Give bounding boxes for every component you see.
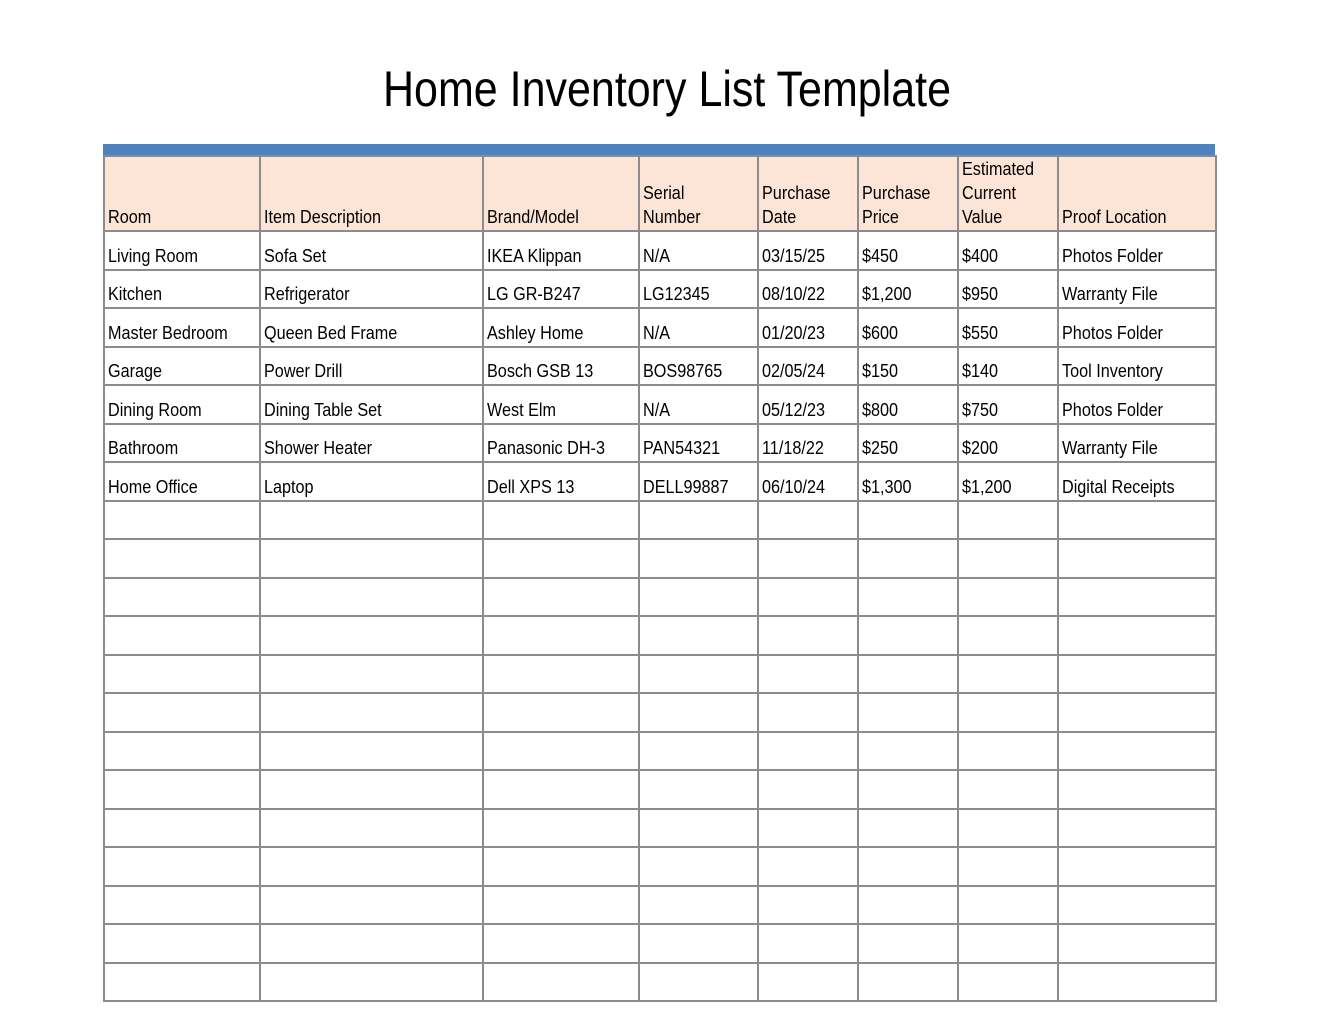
table-row	[104, 924, 1216, 963]
table-cell[interactable]	[1058, 924, 1216, 963]
table-cell[interactable]	[858, 847, 958, 886]
table-cell[interactable]	[758, 693, 858, 732]
table-cell[interactable]	[858, 655, 958, 694]
table-row	[104, 539, 1216, 578]
table-cell[interactable]	[958, 308, 1058, 347]
table-cell[interactable]	[958, 847, 1058, 886]
cell-text: $750	[962, 399, 999, 420]
table-cell[interactable]	[758, 847, 858, 886]
table-cell[interactable]	[639, 539, 758, 578]
table-cell[interactable]	[639, 501, 758, 540]
table-row	[104, 732, 1216, 771]
column-header-label	[862, 181, 930, 229]
table-cell[interactable]	[958, 578, 1058, 617]
table-cell[interactable]	[260, 231, 483, 270]
table-cell[interactable]	[483, 963, 639, 1002]
cell-text: 03/15/25	[762, 245, 826, 266]
table-cell[interactable]	[483, 770, 639, 809]
table-cell[interactable]	[260, 886, 483, 925]
table-cell[interactable]	[758, 963, 858, 1002]
cell-text: Warranty File	[1062, 284, 1158, 304]
table-cell[interactable]	[639, 578, 758, 617]
cell-text: West Elm	[487, 399, 557, 420]
table-cell[interactable]	[639, 924, 758, 963]
table-cell[interactable]	[483, 693, 639, 732]
table-row	[104, 847, 1216, 886]
column-header	[958, 156, 1058, 231]
cell-text: Photos Folder	[1062, 245, 1163, 266]
table-cell[interactable]	[958, 231, 1058, 270]
table-cell[interactable]	[1058, 270, 1216, 309]
table-cell[interactable]	[483, 270, 639, 309]
table-cell[interactable]	[1058, 847, 1216, 886]
cell-text: Sofa Set	[264, 245, 327, 266]
cell-text: LG12345	[643, 284, 710, 304]
cell-text: Dell XPS 13	[487, 476, 575, 497]
cell-text: $1,300	[862, 476, 912, 497]
table-cell[interactable]	[104, 462, 260, 501]
table-cell[interactable]	[1058, 732, 1216, 771]
table-cell[interactable]	[104, 693, 260, 732]
column-header-label	[762, 181, 830, 229]
table-cell[interactable]	[260, 347, 483, 386]
table-cell[interactable]	[858, 886, 958, 925]
table-cell[interactable]	[639, 655, 758, 694]
table-cell[interactable]	[1058, 424, 1216, 463]
table-cell[interactable]	[858, 770, 958, 809]
table-cell[interactable]	[260, 655, 483, 694]
table-cell[interactable]	[958, 616, 1058, 655]
table-cell[interactable]	[958, 270, 1058, 309]
cell-text: $550	[962, 322, 999, 343]
table-row	[104, 462, 1216, 501]
table-cell[interactable]	[104, 270, 260, 309]
cell-text: Garage	[108, 361, 163, 381]
column-header-label	[643, 181, 701, 229]
table-cell[interactable]	[639, 616, 758, 655]
cell-text: $950	[962, 284, 999, 304]
cell-text: Warranty File	[1062, 438, 1158, 458]
table-cell[interactable]	[639, 886, 758, 925]
table-cell[interactable]	[958, 655, 1058, 694]
table-cell[interactable]	[260, 847, 483, 886]
table-cell[interactable]	[1058, 501, 1216, 540]
column-header-line: Item Description	[264, 207, 382, 227]
table-cell[interactable]	[260, 501, 483, 540]
cell-text: Living Room	[108, 245, 199, 266]
table-cell[interactable]	[260, 924, 483, 963]
cell-text: 05/12/23	[762, 399, 826, 420]
table-cell[interactable]	[639, 847, 758, 886]
table-cell[interactable]	[858, 924, 958, 963]
table-cell[interactable]	[858, 616, 958, 655]
cell-text: Master Bedroom	[108, 322, 228, 343]
table-cell[interactable]	[104, 385, 260, 424]
table-cell[interactable]	[958, 462, 1058, 501]
cell-text: BOS98765	[643, 361, 723, 381]
table-cell[interactable]	[758, 308, 858, 347]
table-cell[interactable]	[483, 347, 639, 386]
table-cell[interactable]	[483, 462, 639, 501]
table-cell[interactable]	[858, 347, 958, 386]
cell-text: Panasonic DH-3	[487, 438, 605, 458]
table-cell[interactable]	[483, 231, 639, 270]
column-header	[104, 156, 260, 231]
table-cell[interactable]	[958, 347, 1058, 386]
table-cell[interactable]	[104, 963, 260, 1002]
cell-text: N/A	[643, 245, 671, 266]
table-cell[interactable]	[639, 347, 758, 386]
table-cell[interactable]	[104, 308, 260, 347]
table-cell[interactable]	[858, 539, 958, 578]
table-cell[interactable]	[483, 809, 639, 848]
cell-text: N/A	[643, 322, 671, 343]
cell-text: Photos Folder	[1062, 322, 1163, 343]
inventory-table	[103, 155, 1217, 1002]
table-cell[interactable]	[758, 616, 858, 655]
table-row	[104, 886, 1216, 925]
column-header	[260, 156, 483, 231]
table-cell[interactable]	[260, 539, 483, 578]
table-cell[interactable]	[483, 886, 639, 925]
table-cell[interactable]	[639, 424, 758, 463]
table-cell[interactable]	[260, 963, 483, 1002]
cell-text: Ashley Home	[487, 322, 584, 343]
table-row	[104, 424, 1216, 463]
table-row	[104, 693, 1216, 732]
cell-text: Bosch GSB 13	[487, 361, 594, 381]
table-cell[interactable]	[104, 347, 260, 386]
cell-text: $200	[962, 438, 999, 458]
table-row	[104, 616, 1216, 655]
table-cell[interactable]	[260, 385, 483, 424]
cell-text: $800	[862, 399, 899, 420]
table-cell[interactable]	[758, 924, 858, 963]
table-cell[interactable]	[104, 886, 260, 925]
table-row	[104, 655, 1216, 694]
table-row	[104, 385, 1216, 424]
table-cell[interactable]	[958, 963, 1058, 1002]
table-row	[104, 270, 1216, 309]
table-cell[interactable]	[483, 924, 639, 963]
table-cell[interactable]	[639, 809, 758, 848]
table-cell[interactable]	[639, 270, 758, 309]
table-cell[interactable]	[758, 501, 858, 540]
cell-text: 02/05/24	[762, 361, 826, 381]
cell-text: $1,200	[962, 476, 1012, 497]
column-header-line: Proof Location	[1062, 207, 1167, 227]
column-header	[639, 156, 758, 231]
table-cell[interactable]	[260, 424, 483, 463]
cell-text: Refrigerator	[264, 284, 350, 304]
table-row	[104, 501, 1216, 540]
table-cell[interactable]	[260, 616, 483, 655]
table-row	[104, 963, 1216, 1002]
column-header-label	[962, 157, 1034, 229]
table-cell[interactable]	[858, 308, 958, 347]
cell-text: N/A	[643, 399, 671, 420]
table-cell[interactable]	[758, 578, 858, 617]
column-header-label	[487, 205, 579, 229]
table-cell[interactable]	[858, 732, 958, 771]
page-title-text: Home Inventory List Template	[382, 61, 952, 117]
cell-text: $1,200	[862, 284, 912, 304]
cell-text: Kitchen	[108, 284, 163, 304]
table-cell[interactable]	[958, 809, 1058, 848]
table-cell[interactable]	[104, 847, 260, 886]
cell-text: Photos Folder	[1062, 399, 1163, 420]
table-cell[interactable]	[758, 809, 858, 848]
column-header-line: Room	[108, 207, 152, 227]
table-cell[interactable]	[958, 385, 1058, 424]
table-body	[104, 231, 1216, 1001]
table-cell[interactable]	[858, 693, 958, 732]
table-cell[interactable]	[104, 809, 260, 848]
table-cell[interactable]	[260, 809, 483, 848]
table-cell[interactable]	[104, 501, 260, 540]
column-header-line: Purchase	[862, 183, 931, 203]
table-cell[interactable]	[958, 886, 1058, 925]
table-row	[104, 578, 1216, 617]
table-cell[interactable]	[758, 655, 858, 694]
column-header-line: Value	[962, 207, 1003, 227]
table-cell[interactable]	[758, 424, 858, 463]
table-cell[interactable]	[958, 539, 1058, 578]
column-header-line: Serial	[643, 183, 685, 203]
table-row	[104, 231, 1216, 270]
table-cell[interactable]	[1058, 539, 1216, 578]
cell-text: DELL99887	[643, 476, 729, 497]
table-cell[interactable]	[639, 308, 758, 347]
cell-text: Dining Table Set	[264, 399, 382, 420]
table-cell[interactable]	[1058, 886, 1216, 925]
table-cell[interactable]	[1058, 462, 1216, 501]
column-header-label	[1062, 205, 1166, 229]
column-header	[1058, 156, 1216, 231]
table-cell[interactable]	[483, 578, 639, 617]
cell-text: Home Office	[108, 476, 198, 497]
cell-text: $140	[962, 361, 999, 381]
table-cell[interactable]	[958, 501, 1058, 540]
cell-text: Queen Bed Frame	[264, 322, 398, 343]
table-cell[interactable]	[483, 616, 639, 655]
table-cell[interactable]	[1058, 231, 1216, 270]
cell-text: IKEA Klippan	[487, 245, 582, 266]
cell-text: 08/10/22	[762, 284, 826, 304]
column-header	[758, 156, 858, 231]
table-header-row	[104, 156, 1216, 231]
table-cell[interactable]	[104, 770, 260, 809]
cell-text: PAN54321	[643, 438, 721, 458]
table-cell[interactable]	[858, 385, 958, 424]
table-cell[interactable]	[104, 424, 260, 463]
cell-text: Shower Heater	[264, 438, 373, 458]
table-cell[interactable]	[483, 539, 639, 578]
column-header	[483, 156, 639, 231]
column-header-line: Price	[862, 207, 899, 227]
cell-text: Digital Receipts	[1062, 476, 1175, 497]
column-header-line: Number	[643, 207, 701, 227]
table-cell[interactable]	[858, 501, 958, 540]
table-cell[interactable]	[858, 963, 958, 1002]
table-cell[interactable]	[260, 693, 483, 732]
table-cell[interactable]	[758, 886, 858, 925]
cell-text: Tool Inventory	[1062, 361, 1163, 381]
table-cell[interactable]	[104, 924, 260, 963]
table-cell[interactable]	[483, 501, 639, 540]
table-cell[interactable]	[639, 231, 758, 270]
table-cell[interactable]	[858, 231, 958, 270]
cell-text: $400	[962, 245, 999, 266]
table-cell[interactable]	[858, 578, 958, 617]
column-header-line: Purchase	[762, 183, 831, 203]
table-row	[104, 809, 1216, 848]
column-header	[858, 156, 958, 231]
table-cell[interactable]	[260, 578, 483, 617]
table-cell[interactable]	[260, 270, 483, 309]
table-cell[interactable]	[958, 732, 1058, 771]
table-cell[interactable]	[260, 732, 483, 771]
table-cell[interactable]	[483, 847, 639, 886]
table-cell[interactable]	[958, 693, 1058, 732]
column-header-line: Date	[762, 207, 797, 227]
table-accent-bar	[103, 144, 1215, 155]
table-cell[interactable]	[483, 308, 639, 347]
column-header-line: Brand/Model	[487, 207, 579, 227]
table-cell[interactable]	[758, 270, 858, 309]
cell-text: $150	[862, 361, 899, 381]
table-cell[interactable]	[1058, 347, 1216, 386]
table-cell[interactable]	[1058, 578, 1216, 617]
cell-text: LG GR-B247	[487, 284, 581, 304]
table-cell[interactable]	[1058, 770, 1216, 809]
table-cell[interactable]	[483, 385, 639, 424]
cell-text: 06/10/24	[762, 476, 826, 497]
column-header-label	[108, 205, 151, 229]
table-row	[104, 347, 1216, 386]
table-cell[interactable]	[1058, 809, 1216, 848]
table-cell[interactable]	[260, 770, 483, 809]
column-header-label	[264, 205, 381, 229]
table-cell[interactable]	[858, 809, 958, 848]
table-cell[interactable]	[104, 616, 260, 655]
page-title	[99, 52, 1234, 126]
table-cell[interactable]	[260, 462, 483, 501]
table-cell[interactable]	[104, 231, 260, 270]
column-header-line: Estimated	[962, 159, 1035, 179]
table-cell[interactable]	[958, 924, 1058, 963]
table-cell[interactable]	[104, 539, 260, 578]
cell-text: Laptop	[264, 476, 314, 497]
cell-text: $600	[862, 322, 899, 343]
column-header-line: Current	[962, 183, 1017, 203]
table-cell[interactable]	[1058, 655, 1216, 694]
table-cell[interactable]	[483, 655, 639, 694]
table-cell[interactable]	[858, 424, 958, 463]
cell-text: $250	[862, 438, 899, 458]
table-cell[interactable]	[104, 578, 260, 617]
table-cell[interactable]	[1058, 385, 1216, 424]
table-cell[interactable]	[104, 732, 260, 771]
table-row	[104, 770, 1216, 809]
table-cell[interactable]	[260, 308, 483, 347]
table-cell[interactable]	[1058, 616, 1216, 655]
table-cell[interactable]	[639, 770, 758, 809]
table-cell[interactable]	[639, 385, 758, 424]
table-cell[interactable]	[758, 770, 858, 809]
table-cell[interactable]	[758, 385, 858, 424]
table-cell[interactable]	[758, 347, 858, 386]
table-cell[interactable]	[639, 693, 758, 732]
table-cell[interactable]	[758, 462, 858, 501]
cell-text: Dining Room	[108, 399, 202, 420]
table-cell[interactable]	[958, 424, 1058, 463]
cell-text: Power Drill	[264, 361, 343, 381]
table-cell[interactable]	[958, 770, 1058, 809]
table-cell[interactable]	[1058, 308, 1216, 347]
table-row	[104, 308, 1216, 347]
table-cell[interactable]	[639, 963, 758, 1002]
table-cell[interactable]	[639, 732, 758, 771]
table-cell[interactable]	[858, 270, 958, 309]
cell-text: 01/20/23	[762, 322, 826, 343]
table-cell[interactable]	[758, 732, 858, 771]
table-cell[interactable]	[758, 539, 858, 578]
table-cell[interactable]	[758, 231, 858, 270]
table-cell[interactable]	[1058, 963, 1216, 1002]
cell-text: 11/18/22	[762, 438, 824, 458]
cell-text: Bathroom	[108, 438, 179, 458]
table-cell[interactable]	[858, 462, 958, 501]
table-cell[interactable]	[104, 655, 260, 694]
cell-text: $450	[862, 245, 899, 266]
table-cell[interactable]	[639, 462, 758, 501]
table-cell[interactable]	[483, 732, 639, 771]
table-cell[interactable]	[1058, 693, 1216, 732]
table-cell[interactable]	[483, 424, 639, 463]
